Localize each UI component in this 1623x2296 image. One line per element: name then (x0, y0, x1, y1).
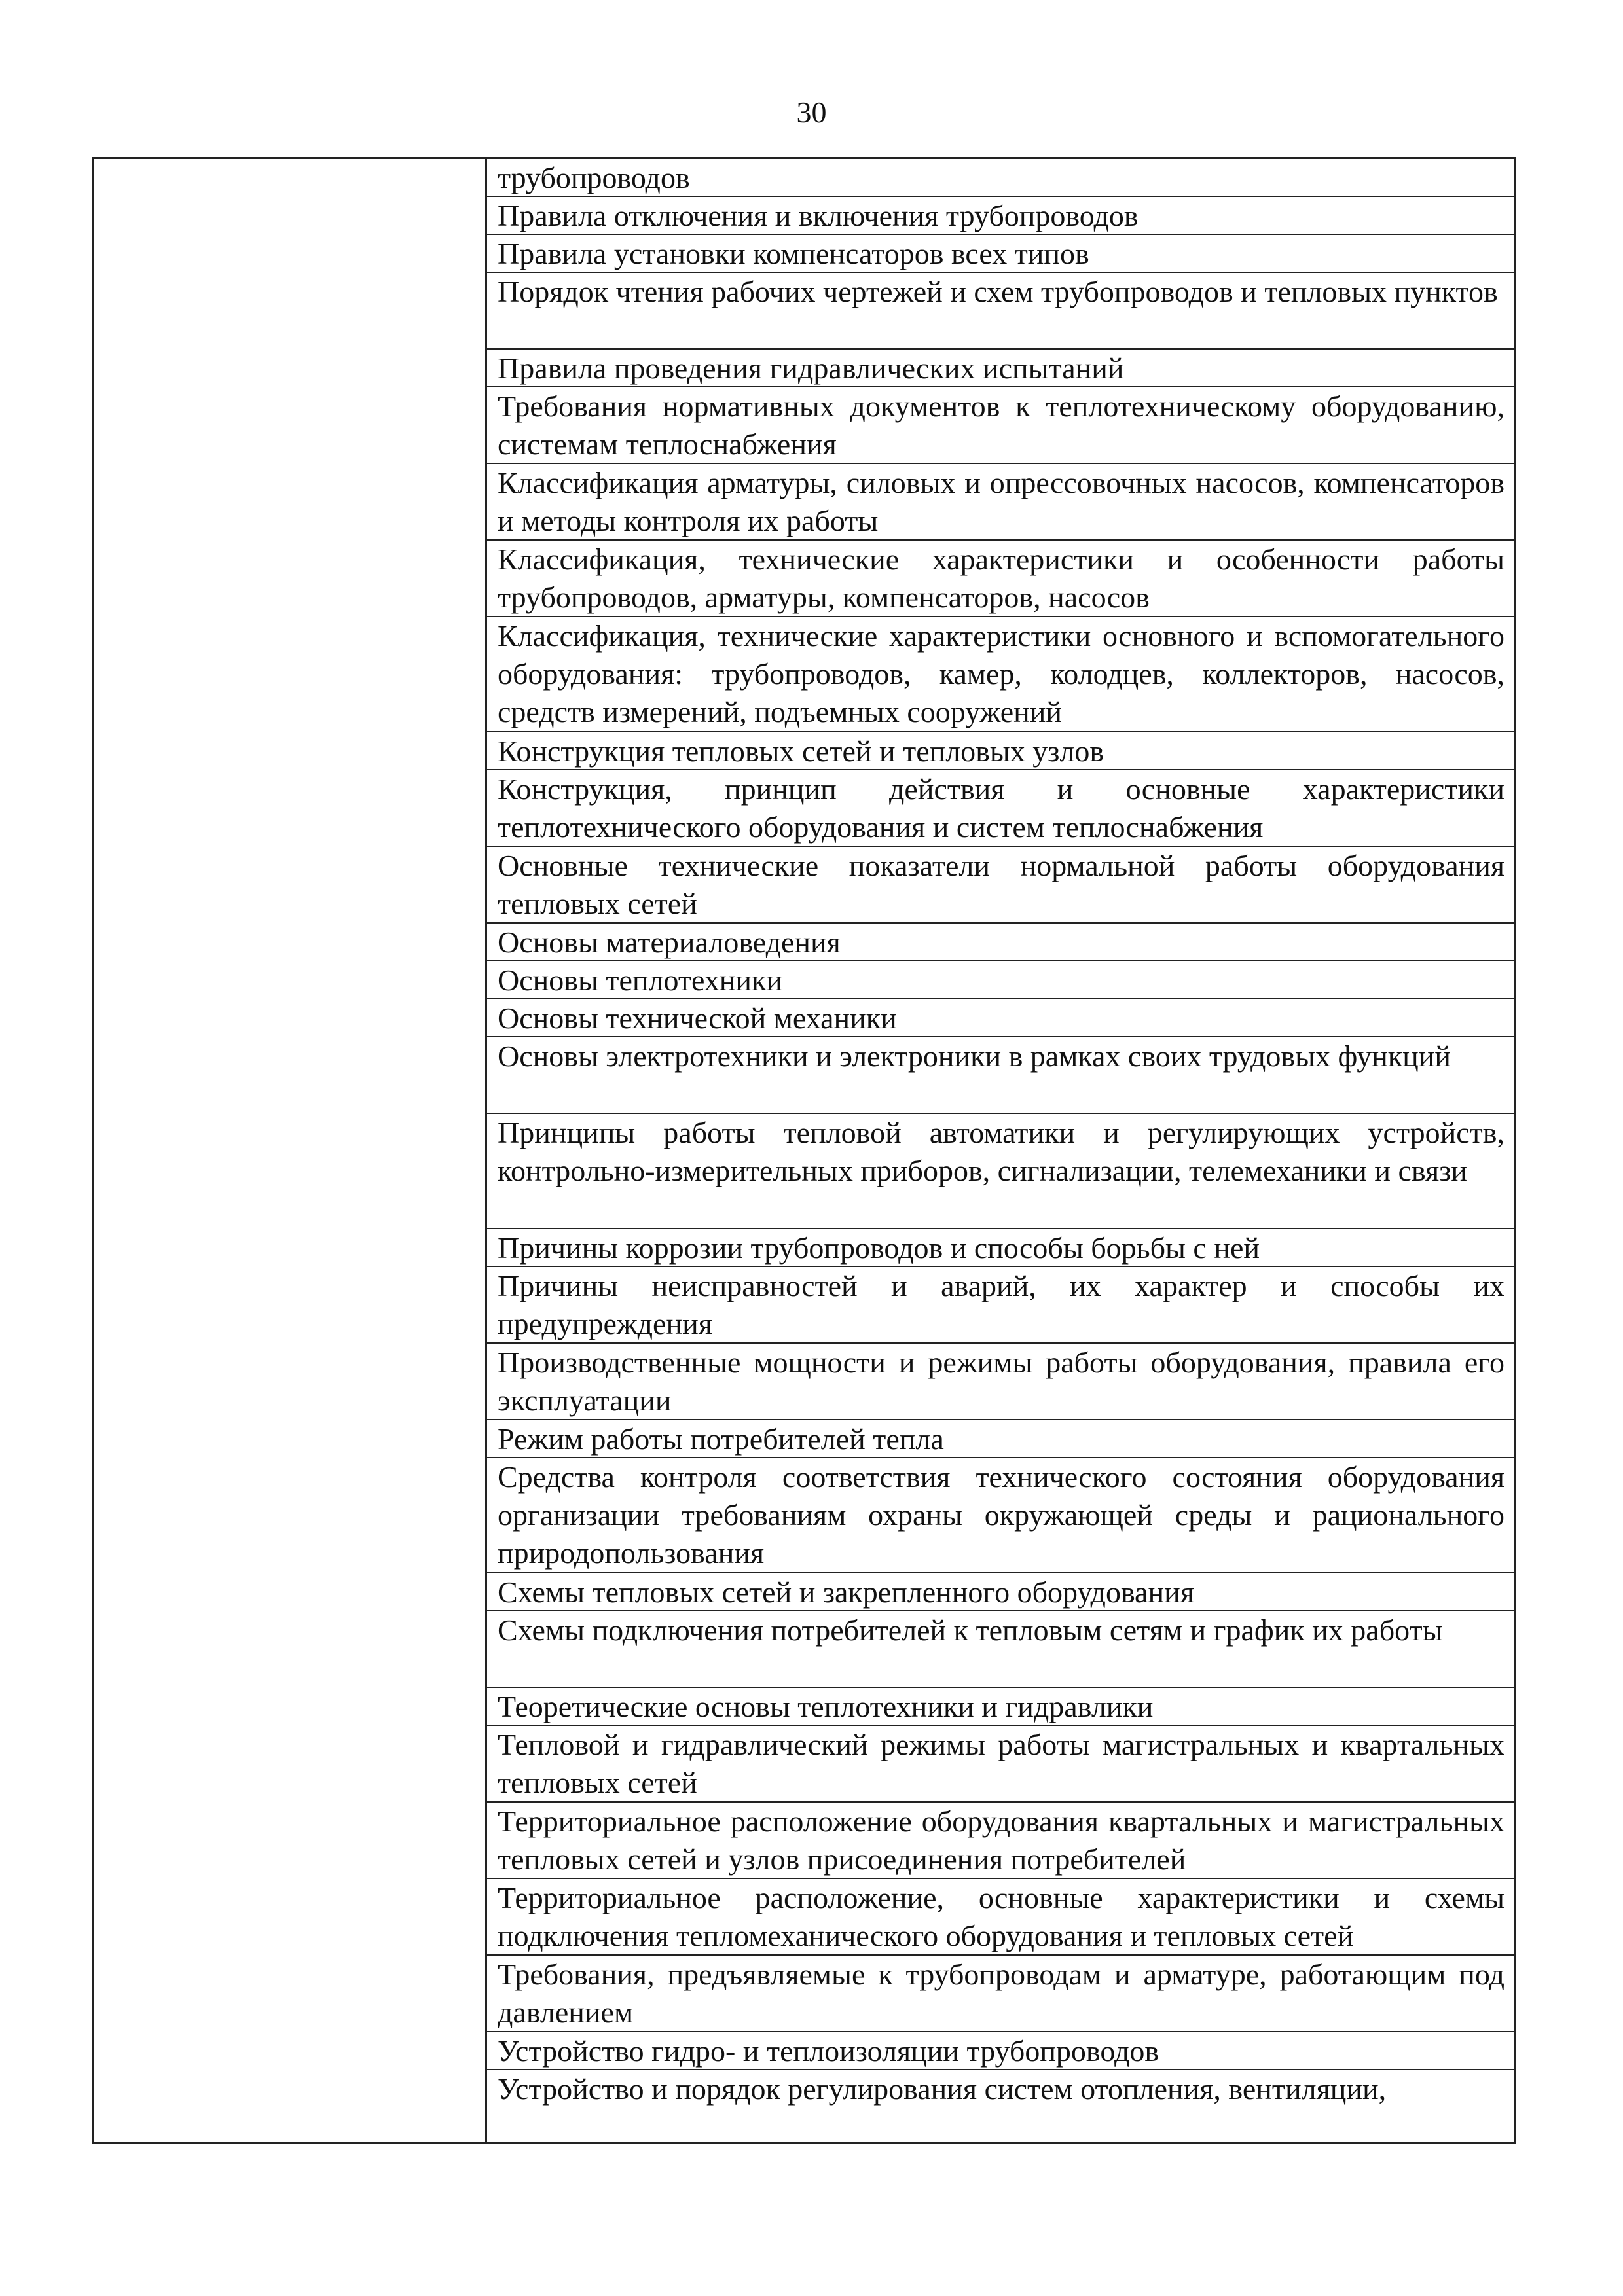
table-row (487, 999, 1514, 1037)
table-row (487, 1611, 1514, 1688)
table-cell-text: Производственные мощности и режимы работы оборудования, правила его эксплуатации (498, 1346, 1504, 1417)
table-right-column (487, 159, 1514, 2142)
table-cell-text: Основы материаловедения (498, 925, 841, 959)
table-row (487, 1726, 1514, 1803)
knowledge-table (92, 157, 1516, 2144)
table-row (487, 1688, 1514, 1726)
table-row (487, 617, 1514, 732)
table-left-column (94, 159, 487, 2142)
table-row (487, 541, 1514, 617)
page-number: 30 (796, 96, 827, 129)
table-cell-text: Классификация, технические характеристики и особенности работы трубопроводов, арматуры, компенсаторов, насосов (498, 543, 1504, 614)
table-cell-text: Тепловой и гидравлический режимы работы магистральных и квартальных тепловых сетей (498, 1728, 1504, 1799)
table-row (487, 1458, 1514, 1573)
table-row (487, 770, 1514, 847)
table-cell-text: Принципы работы тепловой автоматики и регулирующих устройств, контрольно-измерительных приборов, сигнализации, телемеханики и связи (498, 1116, 1504, 1187)
table-cell-text: Классификация, технические характеристики основного и вспомогательного оборудования: трубопроводов, камер, колодцев, коллекторов, насосов, средств измерений, подъемных сооружений (498, 619, 1504, 728)
table-cell-text: Основные технические показатели нормальной работы оборудования тепловых сетей (498, 849, 1504, 920)
table-cell-text: Режим работы потребителей тепла (498, 1422, 944, 1456)
table-row (487, 197, 1514, 235)
table-row (487, 159, 1514, 197)
table-cell-text: Территориальное расположение оборудования квартальных и магистральных тепловых сетей и узлов присоединения потребителей (498, 1804, 1504, 1876)
table-cell-text: Территориальное расположение, основные характеристики и схемы подключения тепломеханического оборудования и тепловых сетей (498, 1881, 1504, 1952)
table-row (487, 235, 1514, 273)
table-cell-text: Порядок чтения рабочих чертежей и схем трубопроводов и тепловых пунктов (498, 275, 1498, 308)
table-cell-text: Конструкция, принцип действия и основные характеристики теплотехнического оборудования и систем теплоснабжения (498, 772, 1504, 844)
table-row (487, 273, 1514, 350)
table-cell-text: Устройство гидро- и теплоизоляции трубопроводов (498, 2034, 1159, 2068)
table-cell-text: трубопроводов (498, 161, 690, 194)
table-row (487, 464, 1514, 541)
table-row (487, 732, 1514, 770)
table-cell-text: Конструкция тепловых сетей и тепловых узлов (498, 734, 1104, 768)
table-row (487, 350, 1514, 387)
table-cell-text: Правила установки компенсаторов всех типов (498, 237, 1089, 270)
table-row (487, 1344, 1514, 1420)
table-cell-text: Схемы тепловых сетей и закрепленного оборудования (498, 1575, 1194, 1609)
table-cell-text: Теоретические основы теплотехники и гидравлики (498, 1690, 1154, 1723)
table-row (487, 1956, 1514, 2032)
table-row (487, 1037, 1514, 1114)
table-row (487, 1803, 1514, 1879)
table-cell-text: Причины неисправностей и аварий, их характер и способы их предупреждения (498, 1269, 1504, 1340)
table-cell-text: Основы теплотехники (498, 963, 782, 997)
table-row (487, 1229, 1514, 1267)
table-cell-text: Средства контроля соответствия технического состояния оборудования организации требованиям охраны окружающей среды и рационального природопользования (498, 1460, 1504, 1570)
table-cell-text: Причины коррозии трубопроводов и способы борьбы с ней (498, 1231, 1260, 1265)
table-row (487, 924, 1514, 961)
table-row (487, 387, 1514, 464)
table-cell-text: Основы технической механики (498, 1001, 897, 1035)
table-cell-text: Правила отключения и включения трубопроводов (498, 199, 1139, 232)
table-row (487, 1267, 1514, 1344)
table-row (487, 847, 1514, 924)
table-row (487, 1573, 1514, 1611)
table-cell-text: Классификация арматуры, силовых и опрессовочных насосов, компенсаторов и методы контроля их работы (498, 466, 1504, 537)
table-cell-text: Требования, предъявляемые к трубопроводам и арматуре, работающим под давлением (498, 1958, 1504, 2029)
table-cell-text: Устройство и порядок регулирования систем отопления, вентиляции, (498, 2072, 1387, 2106)
table-cell-text: Основы электротехники и электроники в рамках своих трудовых функций (498, 1039, 1451, 1073)
table-row (487, 2070, 1514, 2108)
table-row (487, 1420, 1514, 1458)
table-cell-text: Правила проведения гидравлических испытаний (498, 351, 1124, 385)
table-cell-text: Требования нормативных документов к теплотехническому оборудованию, системам теплоснабжения (498, 389, 1504, 461)
table-row (487, 1114, 1514, 1229)
table-cell-text: Схемы подключения потребителей к тепловым сетям и график их работы (498, 1613, 1443, 1647)
table-row (487, 961, 1514, 999)
table-row (487, 1879, 1514, 1956)
table-row (487, 2032, 1514, 2070)
